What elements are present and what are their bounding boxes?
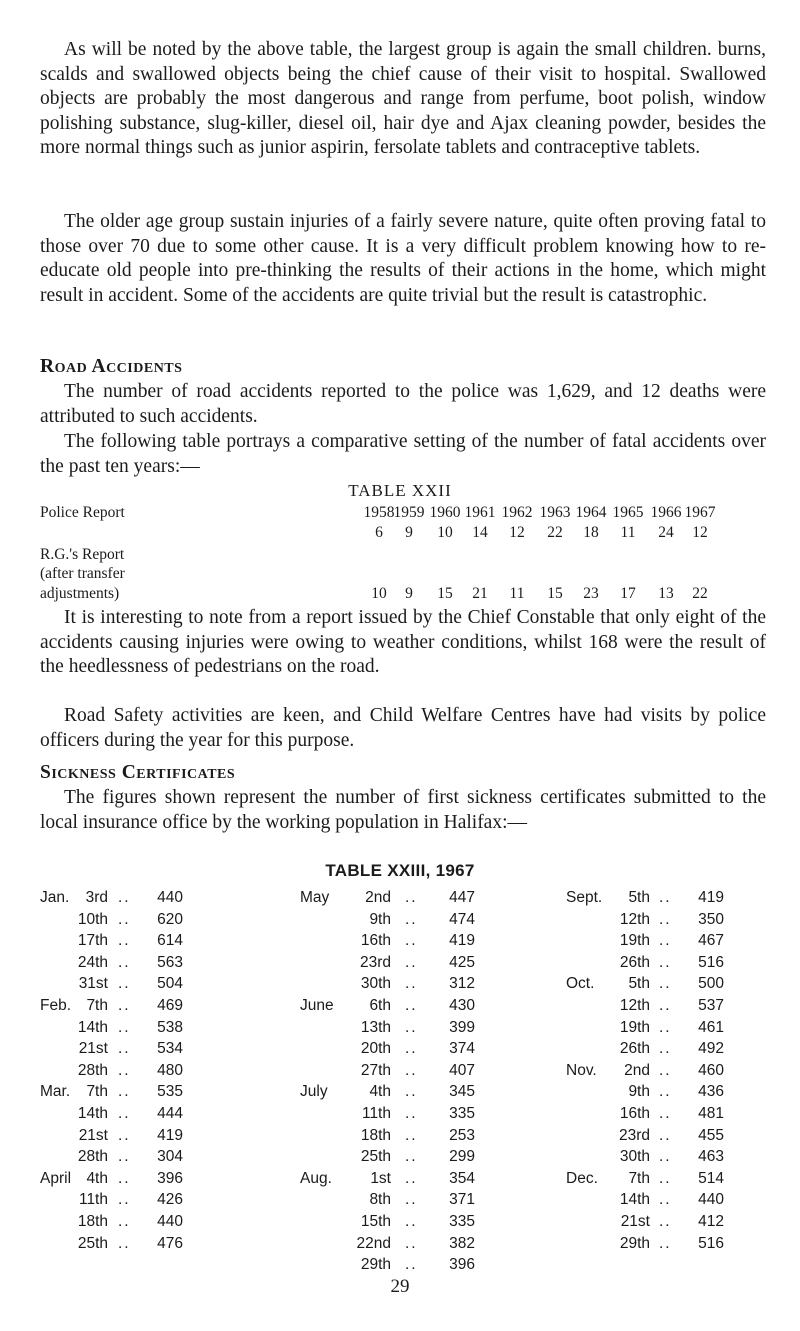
year-cell: 1963	[539, 504, 571, 521]
day-cell: 2nd	[365, 889, 391, 906]
certificate-count-cell: 354	[449, 1170, 475, 1187]
table-23-title: TABLE XXIII, 1967	[325, 861, 475, 880]
month-cell: July	[300, 1083, 328, 1100]
certificate-count-cell: 467	[698, 932, 724, 949]
certificate-count-cell: 412	[698, 1213, 724, 1230]
day-cell: 19th	[619, 932, 650, 949]
day-cell: 27th	[360, 1062, 391, 1079]
certificate-count-cell: 534	[157, 1040, 183, 1057]
day-cell: 23rd	[359, 954, 391, 971]
police-value-cell: 22	[547, 524, 563, 541]
day-cell: 8th	[369, 1191, 391, 1208]
day-cell: 6th	[369, 997, 391, 1014]
paragraph-sickness-intro: The figures shown represent the number of first sickness certificates submitted to the local insurance office by the working population in Halifax:—	[40, 787, 766, 833]
day-cell: 4th	[86, 1170, 108, 1187]
certificate-count-cell: 516	[698, 954, 724, 971]
certificate-count-cell: 419	[449, 932, 475, 949]
rg-value-cell: 13	[658, 585, 674, 602]
rg-report-label-2: (after transfer	[40, 565, 125, 582]
leader-dots: ..	[405, 1105, 418, 1122]
day-cell: 12th	[619, 911, 650, 928]
certificate-count-cell: 396	[157, 1170, 183, 1187]
day-cell: 24th	[77, 954, 108, 971]
paragraph-table-intro: The following table portrays a comparative setting of the number of fatal accidents over the past ten years:—	[40, 431, 766, 477]
paragraph-older-age-group: The older age group sustain injuries of a fairly severe nature, quite often proving fatal to those over 70 due to some other cause. It is a very difficult problem knowing how to re-educate old people into pre-thinking the results of their actions in the home, which might result in accident. Some of the accidents are quite trivial but the result is catastrophic.	[40, 211, 766, 306]
month-cell: Dec.	[566, 1170, 598, 1187]
leader-dots: ..	[118, 1062, 131, 1079]
certificate-count-cell: 444	[157, 1105, 183, 1122]
leader-dots: ..	[405, 1062, 418, 1079]
certificate-count-cell: 382	[449, 1235, 475, 1252]
leader-dots: ..	[118, 954, 131, 971]
month-cell: Feb.	[40, 997, 72, 1014]
month-cell: Mar.	[40, 1083, 71, 1100]
leader-dots: ..	[405, 911, 418, 928]
leader-dots: ..	[118, 932, 131, 949]
certificate-count-cell: 440	[157, 889, 183, 906]
leader-dots: ..	[405, 1170, 418, 1187]
certificate-count-cell: 535	[157, 1083, 183, 1100]
rg-value-cell: 9	[405, 585, 413, 602]
police-value-cell: 18	[583, 524, 599, 541]
certificate-count-cell: 407	[449, 1062, 475, 1079]
paragraph-children-accidents: As will be noted by the above table, the largest group is again the small children. burns, scalds and swallowed objects being the chief cause of their visit to hospital. Swallowed objects are probably the most dangerous and range from perfume, boot polish, window polishing substance, slug-killer, diesel oil, hair dye and Ajax cleaning powder, besides the more normal things such as junior aspirin, fersolate tablets and contraceptive tablets.	[40, 39, 766, 158]
year-cell: 1959	[393, 504, 425, 521]
leader-dots: ..	[118, 911, 131, 928]
certificate-count-cell: 481	[698, 1105, 724, 1122]
day-cell: 17th	[77, 932, 108, 949]
day-cell: 30th	[360, 975, 391, 992]
certificate-count-cell: 614	[157, 932, 183, 949]
certificate-count-cell: 440	[157, 1213, 183, 1230]
police-value-cell: 24	[658, 524, 674, 541]
day-cell: 31st	[78, 975, 108, 992]
rg-value-cell: 11	[509, 585, 525, 602]
day-cell: 7th	[628, 1170, 650, 1187]
day-cell: 14th	[619, 1191, 650, 1208]
leader-dots: ..	[659, 911, 672, 928]
day-cell: 3rd	[85, 889, 108, 906]
paragraph-road-safety: Road Safety activities are keen, and Child Welfare Centres have had visits by police officers during the year for this purpose.	[40, 705, 766, 751]
certificate-count-cell: 399	[449, 1019, 475, 1036]
leader-dots: ..	[118, 1040, 131, 1057]
leader-dots: ..	[659, 997, 672, 1014]
day-cell: 14th	[77, 1105, 108, 1122]
certificate-count-cell: 504	[157, 975, 183, 992]
day-cell: 11th	[78, 1191, 108, 1208]
day-cell: 9th	[369, 911, 391, 928]
police-value-cell: 6	[375, 524, 383, 541]
month-cell: Oct.	[566, 975, 595, 992]
leader-dots: ..	[405, 997, 418, 1014]
leader-dots: ..	[659, 1019, 672, 1036]
police-value-cell: 14	[472, 524, 488, 541]
day-cell: 1st	[370, 1170, 391, 1187]
police-value-cell: 12	[509, 524, 525, 541]
leader-dots: ..	[659, 975, 672, 992]
police-value-cell: 11	[620, 524, 636, 541]
certificate-count-cell: 396	[449, 1256, 475, 1273]
certificate-count-cell: 371	[449, 1191, 475, 1208]
police-value-cell: 9	[405, 524, 413, 541]
leader-dots: ..	[405, 889, 418, 906]
leader-dots: ..	[659, 932, 672, 949]
leader-dots: ..	[118, 889, 131, 906]
certificate-count-cell: 455	[698, 1127, 724, 1144]
day-cell: 14th	[77, 1019, 108, 1036]
page-number: 29	[390, 1276, 410, 1297]
certificate-count-cell: 537	[698, 997, 724, 1014]
leader-dots: ..	[118, 1083, 131, 1100]
year-cell: 1965	[612, 504, 644, 521]
leader-dots: ..	[659, 1191, 672, 1208]
day-cell: 13th	[360, 1019, 391, 1036]
day-cell: 2nd	[624, 1062, 650, 1079]
day-cell: 23rd	[618, 1127, 650, 1144]
certificate-count-cell: 335	[449, 1105, 475, 1122]
day-cell: 25th	[360, 1148, 391, 1165]
certificate-count-cell: 474	[449, 911, 475, 928]
leader-dots: ..	[118, 1127, 131, 1144]
police-value-cell: 12	[692, 524, 708, 541]
day-cell: 21st	[78, 1040, 108, 1057]
leader-dots: ..	[659, 1170, 672, 1187]
certificate-count-cell: 440	[698, 1191, 724, 1208]
leader-dots: ..	[118, 1019, 131, 1036]
day-cell: 9th	[628, 1083, 650, 1100]
paragraph-road-accidents: The number of road accidents reported to the police was 1,629, and 12 deaths were attributed to such accidents.	[40, 381, 766, 427]
sickness-certificates-heading: Sickness Certificates	[40, 762, 236, 783]
certificate-count-cell: 469	[157, 997, 183, 1014]
leader-dots: ..	[405, 1148, 418, 1165]
certificate-count-cell: 447	[449, 889, 475, 906]
day-cell: 12th	[619, 997, 650, 1014]
day-cell: 16th	[360, 932, 391, 949]
certificate-count-cell: 500	[698, 975, 724, 992]
leader-dots: ..	[659, 1127, 672, 1144]
day-cell: 26th	[619, 954, 650, 971]
day-cell: 18th	[77, 1213, 108, 1230]
day-cell: 5th	[628, 889, 650, 906]
leader-dots: ..	[118, 997, 131, 1014]
rg-value-cell: 23	[583, 585, 599, 602]
year-cell: 1962	[501, 504, 533, 521]
rg-value-cell: 22	[692, 585, 708, 602]
certificate-count-cell: 436	[698, 1083, 724, 1100]
rg-report-label-3: adjustments)	[40, 585, 120, 602]
leader-dots: ..	[405, 975, 418, 992]
year-cell: 1960	[429, 504, 461, 521]
year-cell: 1961	[464, 504, 496, 521]
leader-dots: ..	[659, 1148, 672, 1165]
year-cell: 1967	[684, 504, 716, 521]
day-cell: 29th	[619, 1235, 650, 1252]
leader-dots: ..	[405, 1019, 418, 1036]
month-cell: Jan.	[40, 889, 70, 906]
leader-dots: ..	[405, 1040, 418, 1057]
year-cell: 1966	[650, 504, 682, 521]
certificate-count-cell: 419	[698, 889, 724, 906]
certificate-count-cell: 430	[449, 997, 475, 1014]
rg-value-cell: 15	[547, 585, 563, 602]
day-cell: 21st	[620, 1213, 650, 1230]
leader-dots: ..	[659, 1083, 672, 1100]
certificate-count-cell: 460	[698, 1062, 724, 1079]
day-cell: 25th	[77, 1235, 108, 1252]
leader-dots: ..	[659, 889, 672, 906]
leader-dots: ..	[118, 1148, 131, 1165]
day-cell: 26th	[619, 1040, 650, 1057]
certificate-count-cell: 425	[449, 954, 475, 971]
month-cell: June	[300, 997, 334, 1014]
leader-dots: ..	[118, 1213, 131, 1230]
day-cell: 16th	[619, 1105, 650, 1122]
leader-dots: ..	[405, 1235, 418, 1252]
day-cell: 4th	[369, 1083, 391, 1100]
certificate-count-cell: 304	[157, 1148, 183, 1165]
leader-dots: ..	[118, 1191, 131, 1208]
day-cell: 30th	[619, 1148, 650, 1165]
certificate-count-cell: 492	[698, 1040, 724, 1057]
rg-value-cell: 21	[472, 585, 488, 602]
rg-value-cell: 15	[437, 585, 453, 602]
certificate-count-cell: 463	[698, 1148, 724, 1165]
day-cell: 22nd	[356, 1235, 391, 1252]
certificate-count-cell: 350	[698, 911, 724, 928]
leader-dots: ..	[659, 1040, 672, 1057]
road-accidents-heading: Road Accidents	[40, 356, 183, 377]
certificate-count-cell: 419	[157, 1127, 183, 1144]
leader-dots: ..	[659, 1235, 672, 1252]
day-cell: 11th	[361, 1105, 391, 1122]
rg-value-cell: 17	[620, 585, 636, 602]
certificate-count-cell: 299	[449, 1148, 475, 1165]
certificate-count-cell: 514	[698, 1170, 724, 1187]
day-cell: 20th	[360, 1040, 391, 1057]
month-cell: Sept.	[566, 889, 603, 906]
certificate-count-cell: 620	[157, 911, 183, 928]
day-cell: 21st	[78, 1127, 108, 1144]
day-cell: 28th	[77, 1062, 108, 1079]
leader-dots: ..	[405, 932, 418, 949]
police-report-label: Police Report	[40, 504, 125, 521]
leader-dots: ..	[118, 975, 131, 992]
day-cell: 15th	[360, 1213, 391, 1230]
day-cell: 18th	[360, 1127, 391, 1144]
leader-dots: ..	[659, 1062, 672, 1079]
certificate-count-cell: 480	[157, 1062, 183, 1079]
day-cell: 29th	[360, 1256, 391, 1273]
day-cell: 19th	[619, 1019, 650, 1036]
leader-dots: ..	[118, 1235, 131, 1252]
day-cell: 5th	[628, 975, 650, 992]
leader-dots: ..	[405, 1213, 418, 1230]
rg-value-cell: 10	[371, 585, 387, 602]
year-cell: 1964	[575, 504, 607, 521]
leader-dots: ..	[659, 1105, 672, 1122]
certificate-count-cell: 253	[449, 1127, 475, 1144]
year-cell: 1958	[363, 504, 395, 521]
month-cell: Aug.	[300, 1170, 332, 1187]
certificate-count-cell: 426	[157, 1191, 183, 1208]
certificate-count-cell: 312	[449, 975, 475, 992]
leader-dots: ..	[405, 954, 418, 971]
leader-dots: ..	[405, 1127, 418, 1144]
paragraph-chief-constable: It is interesting to note from a report issued by the Chief Constable that only eight of the accidents causing injuries were owing to weather conditions, whilst 168 were the result of the heedlessness of pedestrians on the road.	[40, 607, 766, 677]
leader-dots: ..	[118, 1105, 131, 1122]
certificate-count-cell: 345	[449, 1083, 475, 1100]
leader-dots: ..	[118, 1170, 131, 1187]
leader-dots: ..	[405, 1256, 418, 1273]
leader-dots: ..	[659, 1213, 672, 1230]
table-22-title: TABLE XXII	[348, 481, 452, 500]
month-cell: April	[40, 1170, 72, 1187]
certificate-count-cell: 538	[157, 1019, 183, 1036]
leader-dots: ..	[405, 1083, 418, 1100]
certificate-count-cell: 563	[157, 954, 183, 971]
police-value-cell: 10	[437, 524, 453, 541]
day-cell: 10th	[77, 911, 108, 928]
day-cell: 7th	[86, 1083, 108, 1100]
leader-dots: ..	[405, 1191, 418, 1208]
day-cell: 28th	[77, 1148, 108, 1165]
month-cell: May	[300, 889, 330, 906]
rg-report-label: R.G.'s Report	[40, 546, 125, 563]
certificate-count-cell: 476	[157, 1235, 183, 1252]
day-cell: 7th	[86, 997, 108, 1014]
certificate-count-cell: 335	[449, 1213, 475, 1230]
month-cell: Nov.	[566, 1062, 597, 1079]
certificate-count-cell: 374	[449, 1040, 475, 1057]
leader-dots: ..	[659, 954, 672, 971]
certificate-count-cell: 516	[698, 1235, 724, 1252]
certificate-count-cell: 461	[698, 1019, 724, 1036]
